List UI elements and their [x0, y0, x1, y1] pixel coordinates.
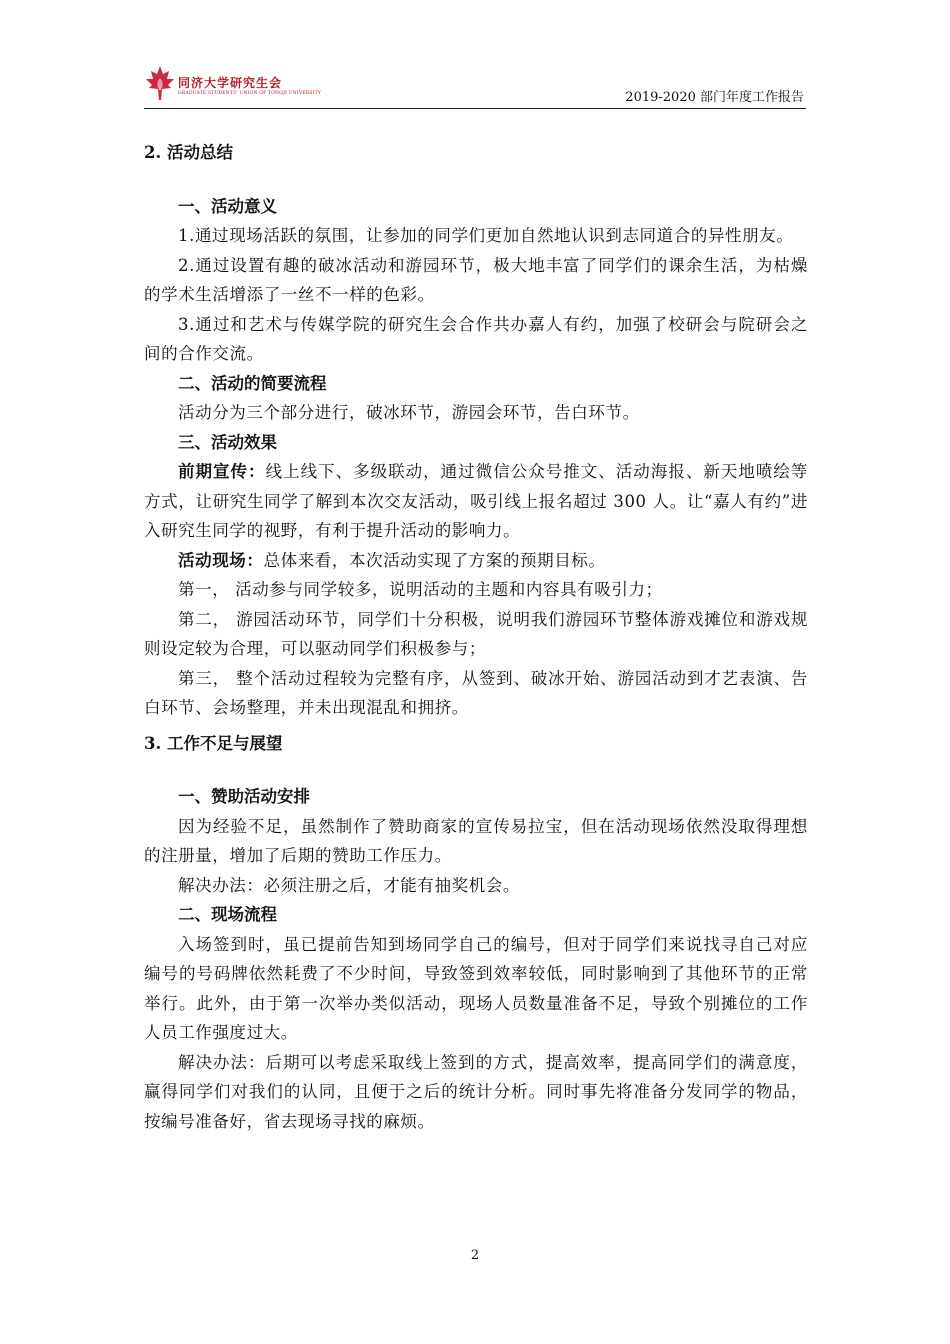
page-header [144, 58, 806, 109]
effect-point-2: 第二， 游园活动环节，同学们十分积极，说明我们游园环节整体游戏摊位和游戏规则设定较为合理，可以驱动同学们积极参与； [144, 609, 808, 658]
meaning-title: 一、活动意义 [178, 196, 277, 216]
logo-chinese-name: 同济大学研究生会 [178, 76, 283, 90]
effect-title: 三、活动效果 [178, 432, 277, 452]
sponsor-solution: 解决办法：必须注册之后，才能有抽奖机会。 [178, 875, 520, 895]
effect-point-3: 第三， 整个活动过程较为完整有序，从签到、破冰开始、游园活动到才艺表演、告白环节、会场整理，并未出现混乱和拥挤。 [144, 668, 808, 717]
flow-text: 活动分为三个部分进行，破冰环节，游园会环节，告白环节。 [178, 403, 640, 422]
promo-paragraph [144, 457, 808, 546]
sponsor-text: 因为经验不足，虽然制作了赞助商家的宣传易拉宝，但在活动现场依然没取得理想的注册量，增加了后期的赞助工作压力。 [144, 816, 808, 865]
site-paragraph [144, 546, 808, 576]
maple-leaf-icon [144, 64, 176, 104]
meaning-item-3: 3.通过和艺术与传媒学院的研究生会合作共办嘉人有约，加强了校研会与院研会之间的合作交流。 [144, 314, 808, 363]
page-number: 2 [470, 1248, 480, 1263]
section-3-title: 3. 工作不足与展望 [144, 733, 283, 753]
sponsor-title: 一、赞助活动安排 [178, 787, 310, 806]
union-logo [144, 64, 321, 104]
document-body [144, 134, 808, 1136]
promo-lead: 前期宣传： [178, 462, 266, 481]
logo-english-name: GRADUATE STUDENTS' UNION OF TONGJI UNIVERSITY [178, 91, 321, 96]
effect-point-1: 第一， 活动参与同学较多，说明活动的主题和内容具有吸引力； [178, 580, 663, 599]
site-text: 总体来看，本次活动实现了方案的预期目标。 [263, 550, 606, 570]
process-text: 入场签到时，虽已提前告知到场同学自己的编号，但对于同学们来说找寻自己对应编号的号码牌依然耗费了不少时间，导致签到效率较低，同时影响到了其他环节的正常举行。此外，由于第一次举办类似活动，现场人员数量准备不足，导致个别摊位的工作人员工作强度过大。 [144, 934, 808, 1042]
section-2-title: 2. 活动总结 [144, 143, 233, 162]
flow-title: 二、活动的简要流程 [178, 373, 327, 393]
process-solution: 解决办法：后期可以考虑采取线上签到的方式，提高效率，提高同学们的满意度，赢得同学们对我们的认同，且便于之后的统计分析。同时事先将准备分发同学的物品，按编号准备好，省去现场寻找的麻烦。 [144, 1052, 808, 1131]
site-lead: 活动现场： [178, 550, 264, 570]
meaning-item-1: 1.通过现场活跃的氛围，让参加的同学们更加自然地认识到志同道合的异性朋友。 [178, 226, 794, 245]
promo-text: 线上线下、多级联动，通过微信公众号推文、活动海报、新天地喷绘等方式，让研究生同学了解到本次交友活动，吸引线上报名超过 300 人。让“嘉人有约”进入研究生同学的视野，有利于提升活动的影响力。 [144, 462, 808, 540]
meaning-item-2: 2.通过设置有趣的破冰活动和游园环节，极大地丰富了同学们的课余生活，为枯燥的学术生活增添了一丝不一样的色彩。 [144, 255, 808, 304]
report-title: 2019-2020 部门年度工作报告 [625, 90, 804, 105]
process-title: 二、现场流程 [178, 905, 277, 924]
